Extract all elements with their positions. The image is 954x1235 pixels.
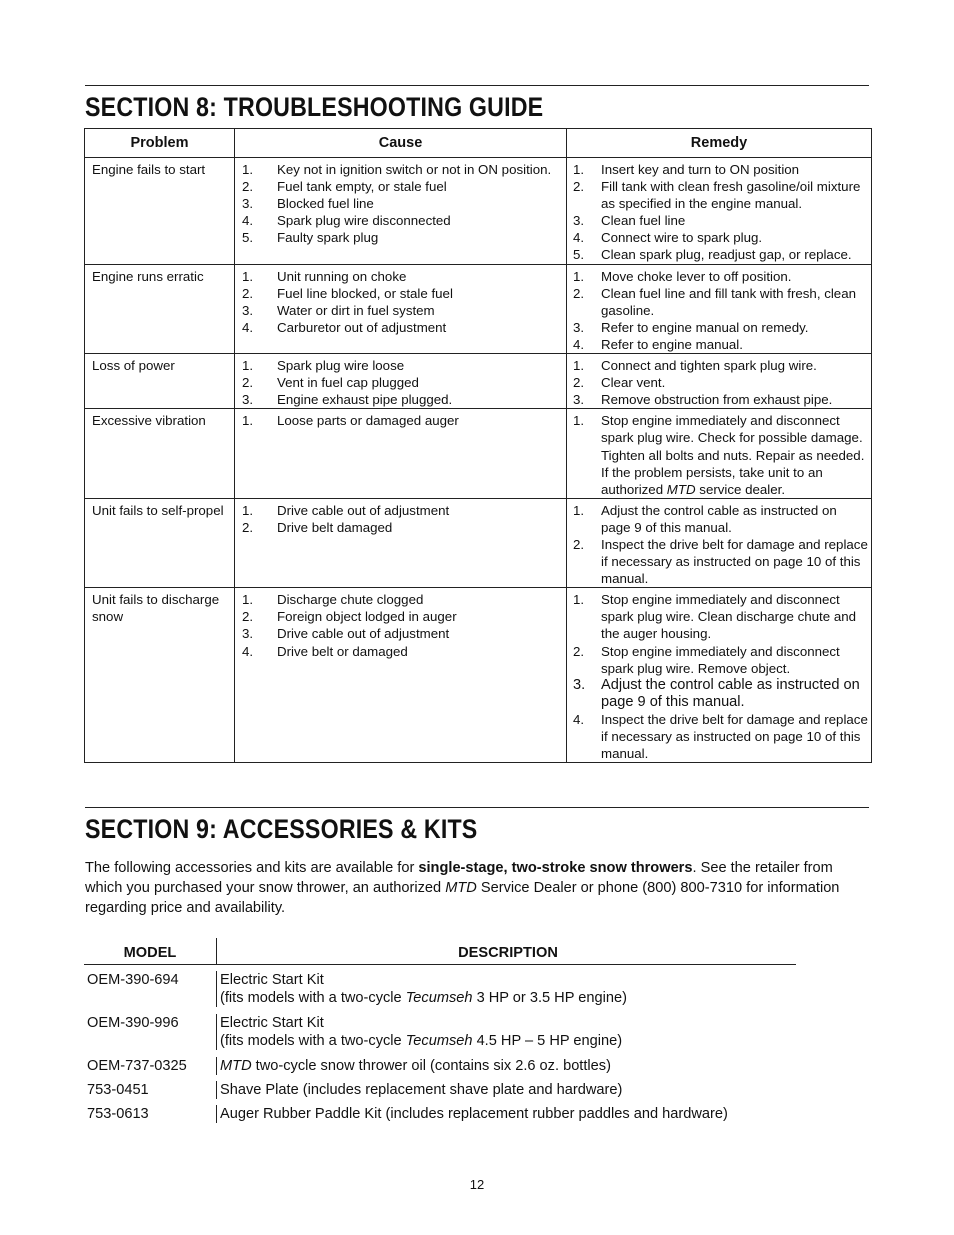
remedy-item [567, 285, 871, 319]
cause-item-text: Drive belt or damaged [277, 643, 408, 659]
problem-cell: Excessive vibration [85, 409, 235, 498]
remedy-item [567, 412, 871, 497]
remedy-item-number: 2. [573, 285, 585, 301]
remedy-item-text: Clean fuel line [601, 213, 686, 229]
accessory-model: 753-0451 [87, 1082, 149, 1098]
remedy-cell [567, 264, 872, 353]
cause-item [235, 374, 566, 391]
header-problem: Problem [85, 129, 235, 158]
cause-list [235, 357, 566, 408]
accessory-description-text: Electric Start Kit (fits models with a two-cycle [220, 1015, 402, 1049]
cause-item-text: Spark plug wire loose [277, 358, 405, 374]
cause-item-number: 1. [242, 413, 254, 429]
remedy-item-text: Inspect the drive belt for damage and replace if necessary as instructed on page 10 of this manual. [601, 536, 868, 587]
accessory-brand: MTD [220, 1058, 252, 1074]
remedy-item-number: 3. [573, 392, 585, 408]
remedy-item-text: Refer to engine manual. [601, 336, 743, 352]
cause-item-text: Drive cable out of adjustment [277, 626, 450, 642]
accessory-brand: Tecumseh [405, 990, 473, 1006]
remedy-item-number: 1. [573, 413, 585, 429]
cause-item-number: 2. [242, 179, 254, 195]
cause-list [235, 591, 566, 659]
accessory-brand: Tecumseh [405, 1033, 473, 1049]
cause-item [235, 391, 566, 408]
cause-item-number: 2. [242, 285, 254, 301]
remedy-cell [567, 354, 872, 409]
intro-text-2: . See the retailer from which you purchased your snow thrower, an authorized [85, 860, 833, 896]
cause-item-text: Discharge chute clogged [277, 592, 424, 608]
remedy-item-text: Refer to engine manual on remedy. [601, 319, 809, 335]
remedy-item-text: Fill tank with clean fresh gasoline/oil mixture as specified in the engine manual. [601, 179, 861, 212]
section8-title: SECTION 8: TROUBLESHOOTING GUIDE [85, 92, 544, 122]
remedy-item [567, 178, 871, 212]
cause-item-number: 4. [242, 643, 254, 659]
section9-title: SECTION 9: ACCESSORIES & KITS [85, 814, 478, 844]
remedy-item [567, 643, 871, 677]
cause-item [235, 229, 566, 246]
remedy-list [567, 591, 871, 762]
cause-item-text: Drive cable out of adjustment [277, 502, 450, 518]
cause-item [235, 212, 566, 229]
remedy-list [567, 412, 871, 497]
troubleshooting-body [85, 158, 872, 763]
cause-list [235, 161, 566, 246]
cause-item-text: Fuel line blocked, or stale fuel [277, 285, 453, 301]
accessory-description [216, 1081, 796, 1099]
cause-item-number: 1. [242, 162, 254, 177]
cause-cell [235, 354, 567, 409]
remedy-cell [567, 158, 872, 265]
remedy-item-text: Insert key and turn to ON position [601, 162, 800, 177]
problem-cell: Engine fails to start [85, 158, 235, 265]
cause-item-text: Blocked fuel line [277, 196, 374, 212]
remedy-item-text: Stop engine immediately and disconnect spark plug wire. Clean discharge chute and the auger housing. [601, 592, 857, 642]
remedy-item [567, 711, 871, 762]
cause-item-number: 3. [242, 302, 254, 318]
remedy-item [567, 677, 871, 711]
remedy-item [567, 246, 871, 263]
cause-item-text: Loose parts or damaged auger [277, 413, 459, 429]
accessories-table [84, 938, 796, 1123]
accessory-description [216, 1057, 796, 1075]
remedy-item [567, 212, 871, 229]
cause-list [235, 412, 566, 429]
cause-item-text: Fuel tank empty, or stale fuel [277, 179, 447, 195]
cause-item-number: 2. [242, 519, 254, 535]
cause-item [235, 195, 566, 212]
problem-cell: Engine runs erratic [85, 264, 235, 353]
troubleshooting-row [85, 498, 872, 587]
accessory-description-text: Electric Start Kit (fits models with a two-cycle [220, 972, 402, 1006]
header-cause: Cause [235, 129, 567, 158]
remedy-item-number: 2. [573, 536, 585, 552]
accessory-row [84, 1075, 796, 1099]
cause-item-number: 2. [242, 375, 254, 391]
cause-item-number: 3. [242, 392, 254, 408]
accessory-description [216, 1105, 796, 1123]
problem-cell: Unit fails to self-propel [85, 498, 235, 587]
accessory-row [84, 1099, 796, 1123]
cause-item-number: 2. [242, 609, 254, 625]
remedy-item [567, 391, 871, 408]
cause-item-number: 3. [242, 626, 254, 642]
cause-item [235, 178, 566, 195]
accessory-description-text: Auger Rubber Paddle Kit (includes replacement rubber paddles and hardware) [220, 1106, 728, 1122]
accessory-description-text: 4.5 HP – 5 HP engine) [472, 1033, 623, 1049]
remedy-item [567, 374, 871, 391]
problem-cell: Loss of power [85, 354, 235, 409]
remedy-item-text: Clean spark plug, readjust gap, or replace. [601, 247, 852, 263]
remedy-item-number: 2. [573, 643, 585, 659]
accessory-model: 753-0613 [87, 1106, 149, 1122]
remedy-item-number: 1. [573, 268, 585, 284]
remedy-item [567, 319, 871, 336]
remedy-item [567, 357, 871, 374]
remedy-item-number: 3. [573, 213, 585, 229]
cause-item-number: 4. [242, 213, 254, 229]
cause-item-text: Faulty spark plug [277, 230, 379, 246]
cause-item [235, 268, 566, 285]
remedy-list [567, 502, 871, 587]
remedy-item-text: Connect wire to spark plug. [601, 230, 763, 246]
accessories-header-row [84, 938, 796, 965]
remedy-cell [567, 498, 872, 587]
intro-text-3: Service Dealer or phone (800) 800-7310 for information regarding price and availability. [85, 880, 840, 916]
accessory-row [84, 1050, 796, 1075]
remedy-item-text: Clean fuel line and fill tank with fresh, clean gasoline. [601, 285, 856, 318]
cause-item-text: Unit running on choke [277, 268, 407, 284]
cause-cell [235, 409, 567, 498]
remedy-item-text: Connect and tighten spark plug wire. [601, 358, 817, 374]
remedy-item-text: Move choke lever to off position. [601, 268, 792, 284]
remedy-list [567, 161, 871, 264]
cause-cell [235, 158, 567, 265]
cause-item-number: 4. [242, 319, 254, 335]
accessory-row [84, 965, 796, 1007]
troubleshooting-row [85, 588, 872, 763]
cause-list [235, 502, 566, 536]
cause-item-text: Vent in fuel cap plugged [277, 375, 419, 391]
cause-item-text: Carburetor out of adjustment [277, 319, 447, 335]
section8-rule [85, 85, 869, 86]
remedy-item-number: 3. [573, 319, 585, 335]
remedy-item-text: Stop engine immediately and disconnect spark plug wire. Check for possible damage. Tighten all bolts and nuts. Repair as needed. If the problem persists, take unit to an authorized MTD service dealer. [601, 413, 865, 497]
troubleshooting-header-row [85, 129, 872, 158]
remedy-list [567, 268, 871, 353]
remedy-item [567, 502, 871, 536]
accessory-description [216, 971, 796, 1007]
cause-item [235, 161, 566, 178]
cause-item-number: 3. [242, 196, 254, 212]
cause-item-number: 5. [242, 230, 254, 246]
remedy-item [567, 268, 871, 285]
cause-item-text: Engine exhaust pipe plugged. [277, 392, 453, 408]
cause-cell [235, 264, 567, 353]
accessory-description-text: 3 HP or 3.5 HP engine) [472, 990, 627, 1006]
cause-item-text: Water or dirt in fuel system [277, 302, 435, 318]
remedy-item [567, 336, 871, 353]
remedy-item-number: 5. [573, 247, 585, 263]
remedy-item-text: Adjust the control cable as instructed on page 9 of this manual. [601, 502, 837, 535]
accessory-row [84, 1007, 796, 1050]
accessory-model: OEM-390-694 [87, 972, 179, 988]
cause-item-text: Spark plug wire disconnected [277, 213, 451, 229]
remedy-item-text: Stop engine immediately and disconnect spark plug wire. Remove object. [601, 643, 840, 676]
remedy-item-text: Remove obstruction from exhaust pipe. [601, 392, 833, 408]
remedy-list [567, 357, 871, 408]
remedy-item [567, 591, 871, 642]
cause-item [235, 319, 566, 336]
remedy-item-number: 1. [573, 502, 585, 518]
remedy-item-number: 1. [573, 162, 585, 177]
cause-item-text: Drive belt damaged [277, 519, 393, 535]
troubleshooting-table [84, 128, 872, 763]
accessories-body [84, 965, 796, 1123]
cause-item [235, 643, 566, 660]
cause-item-number: 1. [242, 592, 254, 608]
cause-cell [235, 588, 567, 763]
header-model: MODEL [123, 945, 177, 961]
remedy-item [567, 536, 871, 587]
cause-item-number: 1. [242, 358, 254, 374]
page-number: 12 [469, 1177, 485, 1192]
problem-cell: Unit fails to discharge snow [85, 588, 235, 763]
cause-item [235, 357, 566, 374]
cause-list [235, 268, 566, 336]
cause-item [235, 502, 566, 519]
section9-rule [85, 807, 869, 808]
remedy-item-number: 1. [573, 592, 585, 608]
remedy-cell [567, 409, 872, 498]
accessory-model: OEM-390-996 [87, 1015, 179, 1031]
cause-item [235, 519, 566, 536]
troubleshooting-row [85, 158, 872, 265]
remedy-item-number: 4. [573, 711, 585, 727]
cause-item [235, 285, 566, 302]
cause-item [235, 608, 566, 625]
remedy-item-number: 2. [573, 375, 585, 391]
remedy-item-number: 1. [573, 358, 585, 374]
accessory-description-text: two-cycle snow thrower oil (contains six 2.6 oz. bottles) [251, 1058, 611, 1074]
remedy-item-number: 2. [573, 179, 585, 195]
remedy-item [567, 161, 871, 178]
remedy-item-number: 4. [573, 230, 585, 246]
cause-item [235, 591, 566, 608]
remedy-item [567, 229, 871, 246]
accessory-model: OEM-737-0325 [87, 1058, 187, 1074]
remedy-item-text: Inspect the drive belt for damage and replace if necessary as instructed on page 10 of this manual. [601, 711, 868, 762]
cause-item-number: 1. [242, 268, 254, 284]
cause-item-number: 1. [242, 502, 254, 518]
header-remedy: Remedy [567, 129, 872, 158]
intro-bold-text: single-stage, two-stroke snow throwers [418, 860, 693, 876]
intro-text-1: The following accessories and kits are available for [85, 860, 419, 876]
remedy-item-text: Clear vent. [601, 375, 666, 391]
troubleshooting-row [85, 354, 872, 409]
header-description: DESCRIPTION [216, 938, 796, 964]
cause-item [235, 625, 566, 642]
remedy-cell [567, 588, 872, 763]
cause-item-text: Key not in ignition switch or not in ON position. [277, 162, 552, 177]
remedy-item-number: 3. [573, 676, 586, 693]
accessories-intro [85, 858, 855, 918]
troubleshooting-row [85, 409, 872, 498]
accessory-description [216, 1014, 796, 1050]
cause-item-text: Foreign object lodged in auger [277, 609, 457, 625]
remedy-item-number: 4. [573, 336, 585, 352]
remedy-item-text: Adjust the control cable as instructed on page 9 of this manual. [601, 676, 860, 710]
troubleshooting-row [85, 264, 872, 353]
cause-cell [235, 498, 567, 587]
cause-item [235, 412, 566, 429]
cause-item [235, 302, 566, 319]
intro-brand: MTD [445, 880, 477, 896]
accessory-description-text: Shave Plate (includes replacement shave plate and hardware) [220, 1082, 623, 1098]
